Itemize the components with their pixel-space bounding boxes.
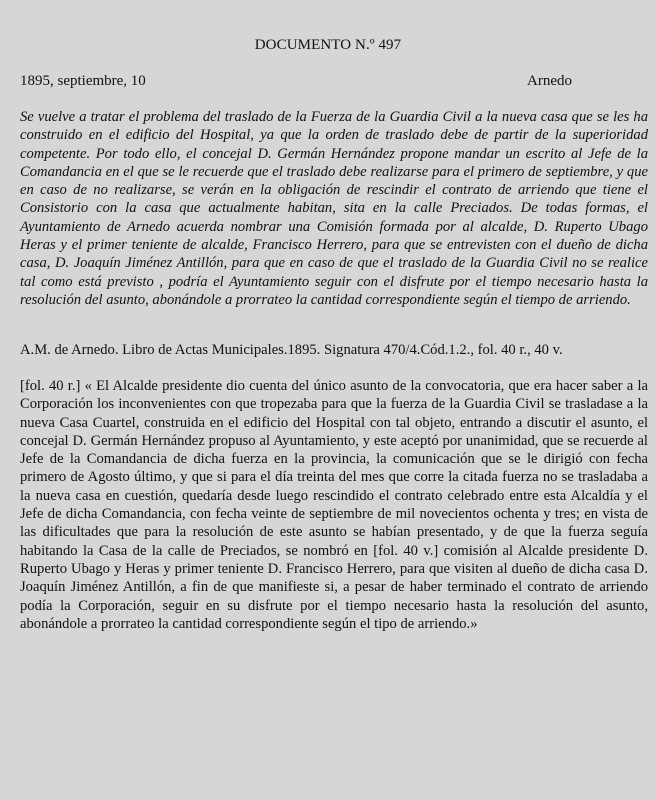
document-title: DOCUMENTO N.º 497 [254,37,402,53]
document-date: 1895, septiembre, 10 [20,73,146,89]
document-summary: Se vuelve a tratar el problema del traslado de la Fuerza de la Guardia Civil a la nueva casa que se les ha construido en el edificio del Hospital, ya que la orden de traslado debe de partir de la superioridad competente. Por todo ello, el concejal D. Germán Hernández propone mandar un escrito al Jefe de la Comandancia en el que se le recuerde que el traslado debe realizarse para el primero de septiembre, y que en caso de no realizarse, se verán en la obligación de rescindir el contrato de arriendo que tiene el Consistorio con la casa que actualmente habitan, sita en la calle Preciados. De todas formas, el Ayuntamiento de Arnedo acuerda nombrar una Comisión formada por al alcalde, D. Ruperto Ubago Heras y el primer teniente de alcalde, Francisco Herrero, para que se entrevisten con el dueño de dicha casa, D. Joaquín Jiménez Antillón, para que en caso de que el traslado de la Guardia Civil no se realice tal como está previsto , podría el Ayuntamiento seguir con el disfrute por el tiempo necesario hasta la resolución del asunto, abonándole a prorrateo la cantidad correspondiente según el tiempo de arriendo. [20,109,648,308]
document-place: Arnedo [527,73,572,89]
document-transcription: [fol. 40 r.] « El Alcalde presidente dio cuenta del único asunto de la convocatoria, que era hacer saber a la Corporación los inconvenientes con que tropezaba para que la fuerza de la Guardia Civil se trasladase a la nueva Casa Cuartel, construida en el edificio del Hospital con tal objeto, entrando a discutir el asunto, el concejal D. Germán Hernández propuso al Ayuntamiento, y este aceptó por unanimidad, que se recuerde al Jefe de la Comandancia de dicha fuerza en la provincia, la comunicación que se le dirigió con fecha primero de Agosto último, y que si para el día treinta del mes que corre la citada fuerza no se trasladaba a la nueva casa en cuestión, quedaría desde luego rescindido el contrato celebrado entre esta Alcaldía y el Jefe de dicha Comandancia, con fecha veinte de septiembre de mil novecientos ochenta y tres; en vista de las dificultades que para la resolución de este asunto se habían presentado, y de que la fuerza seguía habitando la Casa de la calle de Preciados, se nombró en [fol. 40 v.] comisión al Alcalde presidente D. Ruperto Ubago y Heras y primer teniente D. Francisco Herrero, para que visiten al dueño de dicha casa D. Joaquín Jiménez Antillón, a fin de que manifieste si, a pesar de haber terminado el contrato de arriendo podía la Corporación, seguir en su disfrute por el tiempo necesario hasta la resolución del asunto, abonándole a prorrateo la cantidad correspondiente según el tipo de arriendo.» [20,378,648,632]
dateline [20,73,572,90]
archival-source: A.M. de Arnedo. Libro de Actas Municipales.1895. Signatura 470/4.Cód.1.2., fol. 40 r., 40 v. [20,342,563,358]
